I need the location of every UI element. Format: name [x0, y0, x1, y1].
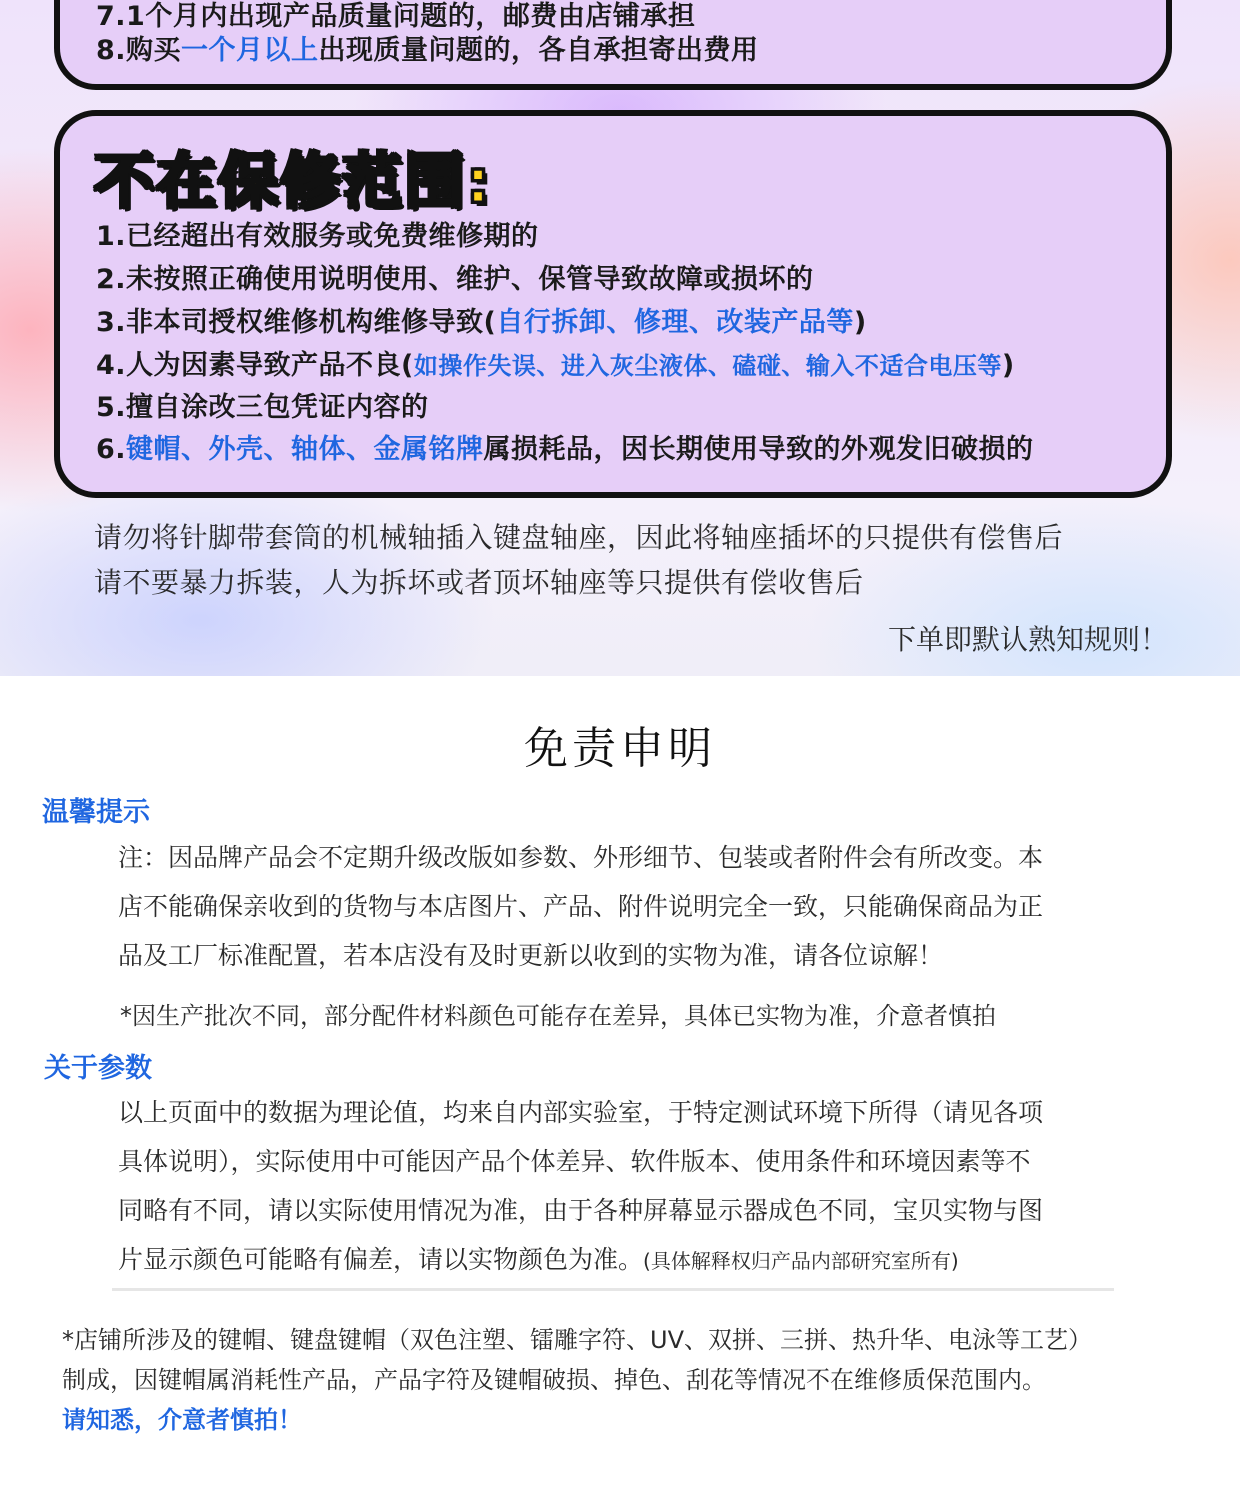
line-text: 8.购买	[96, 35, 182, 66]
line-text: 2.未按照正确使用说明使用、维护、保管导致故障或损坏的	[96, 264, 814, 295]
warranty-banner	[0, 0, 1240, 676]
tips-line: 品及工厂标准配置，若本店没有及时更新以收到的实物为准，请各位谅解！	[118, 941, 944, 970]
warranty-line-7: 7.1个月内出现产品质量问题的，邮费由店铺承担	[96, 1, 696, 32]
line-text: 出现质量问题的，各自承担寄出费用	[318, 35, 759, 66]
params-line: 以上页面中的数据为理论值，均来自内部实验室，于特定测试环境下所得（请见各项	[118, 1098, 1044, 1127]
params-small-note: (具体解释权归产品内部研究室所有)	[643, 1249, 959, 1273]
line-text: 5.擅自涂改三包凭证内容的	[96, 392, 429, 423]
line-highlight: 键帽、外壳、轴体、金属铭牌	[126, 434, 484, 465]
warranty-line-8	[96, 28, 759, 67]
params-line: 具体说明），实际使用中可能因产品个体差异、软件版本、使用条件和环境因素等不	[118, 1147, 1031, 1176]
keycap-footer-line: *店铺所涉及的键帽、键盘键帽（双色注塑、镭雕字符、UV、双拼、三拼、热升华、电泳等工艺）	[62, 1326, 1092, 1354]
tips-line: 店不能确保亲收到的货物与本店图片、产品、附件说明完全一致，只能确保商品为正	[118, 892, 1044, 921]
params-line: 同略有不同，请以实际使用情况为准，由于各种屏幕显示器成色不同，宝贝实物与图	[118, 1196, 1044, 1225]
params-text: 片显示颜色可能略有偏差，请以实物颜色为准。	[118, 1245, 644, 1274]
line-highlight: 自行拆卸、修理、改装产品等	[496, 307, 854, 338]
line-text: )	[1001, 350, 1015, 381]
not-covered-card	[54, 110, 1172, 498]
section-divider	[112, 1288, 1114, 1291]
warranty-card-previous	[54, 0, 1172, 90]
tips-line: 注：因品牌产品会不定期升级改版如参数、外形细节、包装或者附件会有所改变。本	[118, 843, 1044, 872]
params-heading: 关于参数	[44, 1053, 152, 1084]
not-covered-item	[96, 214, 539, 253]
footer-warning: 请知悉，介意者慎拍！	[62, 1406, 302, 1434]
line-text: 1.已经超出有效服务或免费维修期的	[96, 221, 539, 252]
line-text: )	[853, 307, 867, 338]
socket-note: 请勿将针脚带套筒的机械轴插入键盘轴座，因此将轴座插坏的只提供有偿售后	[94, 521, 1064, 554]
not-covered-title: 不在保修范围:	[94, 147, 492, 217]
batch-note: *因生产批次不同，部分配件材料颜色可能存在差异，具体已实物为准，介意者慎拍	[120, 1002, 996, 1030]
params-line	[118, 1240, 959, 1276]
not-covered-item	[96, 257, 814, 296]
keycap-footer-line: 制成，因键帽属消耗性产品，产品字符及键帽破损、掉色、刮花等情况不在维修质保范围内。	[62, 1366, 1046, 1394]
disclaimer-title: 免责申明	[524, 723, 716, 774]
default-rule-note: 下单即默认熟知规则！	[887, 623, 1168, 656]
not-covered-item	[96, 385, 429, 424]
line-text: 3.非本司授权维修机构维修导致(	[96, 307, 497, 338]
line-text: 6.	[96, 434, 127, 465]
line-highlight: 如操作失误、进入灰尘液体、磕碰、输入不适合电压等	[413, 352, 1002, 380]
line-text: 4.人为因素导致产品不良(	[96, 350, 414, 381]
not-covered-item	[96, 300, 867, 339]
line-highlight: 一个月以上	[181, 35, 319, 66]
disassembly-note: 请不要暴力拆装，人为拆坏或者顶坏轴座等只提供有偿收售后	[94, 566, 864, 599]
line-text: 属损耗品，因长期使用导致的外观发旧破损的	[483, 434, 1034, 465]
tips-heading: 温馨提示	[42, 797, 150, 828]
not-covered-item	[96, 427, 1034, 466]
not-covered-item	[96, 343, 1015, 382]
